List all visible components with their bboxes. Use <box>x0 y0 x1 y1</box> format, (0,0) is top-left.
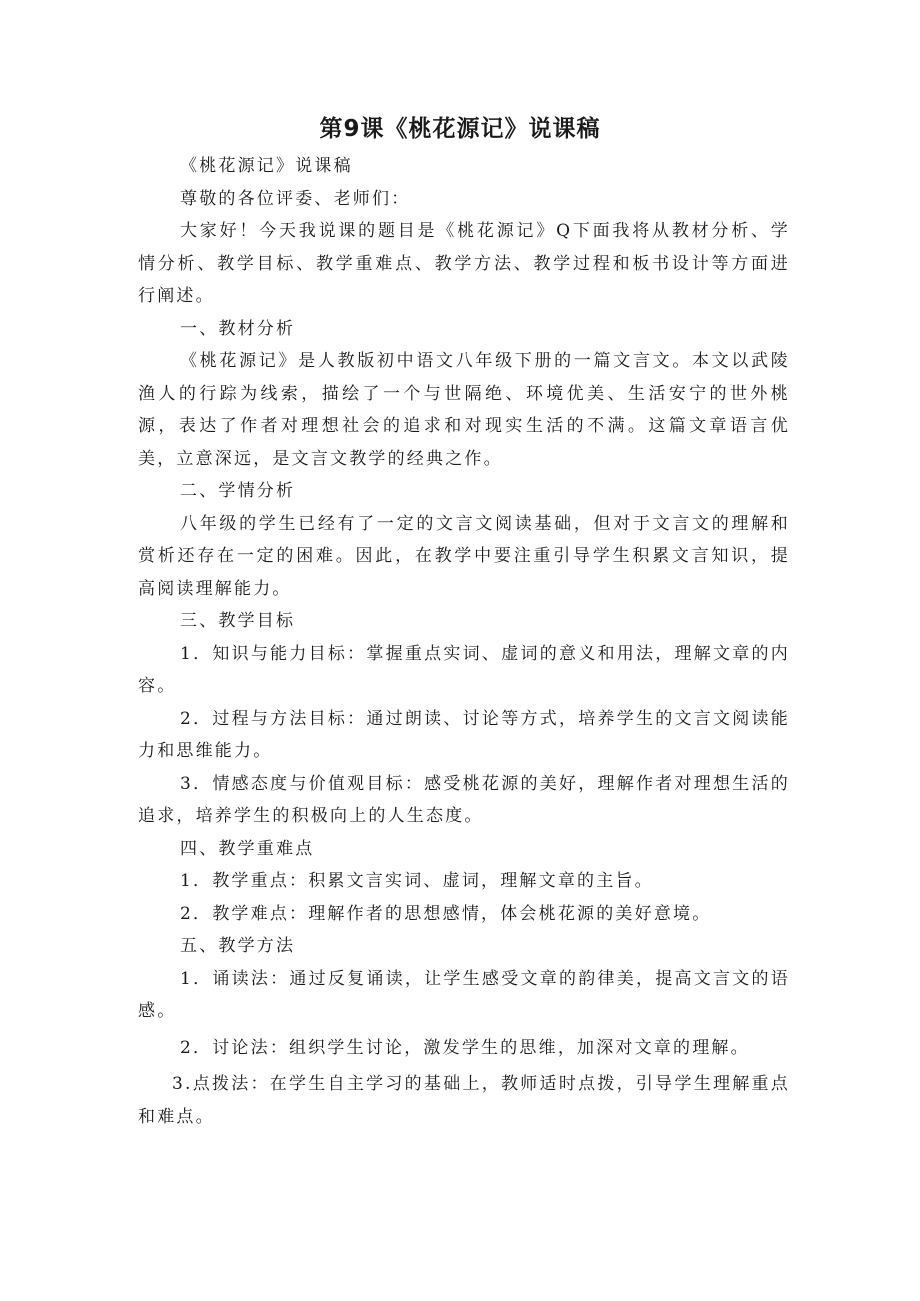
intro-paragraph: 大家好！今天我说课的题目是《桃花源记》Q下面我将从教材分析、学情分析、教学目标、教学重难点、教学方法、教学过程和板书设计等方面进行阐述。 <box>138 221 790 306</box>
goal-item-2: 2．过程与方法目标：通过朗读、讨论等方式，培养学生的文言文阅读能力和思维能力。 <box>138 708 790 761</box>
goal-item-1: 1．知识与能力目标：掌握重点实词、虚词的意义和用法，理解文章的内容。 <box>138 643 790 696</box>
goal-item-3: 3．情感态度与价值观目标：感受桃花源的美好，理解作者对理想生活的追求，培养学生的积极向上的人生态度。 <box>138 773 790 826</box>
document-body <box>138 150 790 1133</box>
method-item-2: 2．讨论法：组织学生讨论，激发学生的思维，加深对文章的理解。 <box>180 1037 750 1058</box>
key-point-item-1: 1．教学重点：积累文言实词、虚词，理解文章的主旨。 <box>180 871 654 891</box>
section-heading-teaching-methods: 五、教学方法 <box>180 936 296 956</box>
method-item-1: 1．诵读法：通过反复诵读，让学生感受文章的韵律美，提高文言文的语感。 <box>138 968 790 1021</box>
student-analysis-paragraph: 八年级的学生已经有了一定的文言文阅读基础，但对于文言文的理解和赏析还存在一定的困难。因此，在教学中要注重引导学生积累文言知识，提高阅读理解能力。 <box>138 513 790 599</box>
section-heading-student-analysis: 二、学情分析 <box>180 481 296 501</box>
method-item-3: 3.点拨法：在学生自主学习的基础上，教师适时点拨，引导学生理解重点和难点。 <box>138 1074 790 1127</box>
textbook-analysis-paragraph: 《桃花源记》是人教版初中语文八年级下册的一篇文言文。本文以武陵渔人的行踪为线索，描绘了一个与世隔绝、环境优美、生活安宁的世外桃源，表达了作者对理想社会的追求和对现实生活的不满。这篇文章语言优美，立意深远，是文言文教学的经典之作。 <box>138 351 790 469</box>
key-point-item-2: 2．教学难点：理解作者的思想感情，体会桃花源的美好意境。 <box>180 903 712 924</box>
section-heading-key-points: 四、教学重难点 <box>180 838 315 859</box>
section-heading-textbook-analysis: 一、教材分析 <box>180 318 296 339</box>
document-title: 第9课《桃花源记》说课稿 <box>319 116 601 142</box>
section-heading-teaching-goals: 三、教学目标 <box>180 611 296 631</box>
salutation-paragraph: 尊敬的各位评委、老师们： <box>180 188 411 209</box>
subtitle-paragraph: 《桃花源记》说课稿 <box>180 156 353 176</box>
